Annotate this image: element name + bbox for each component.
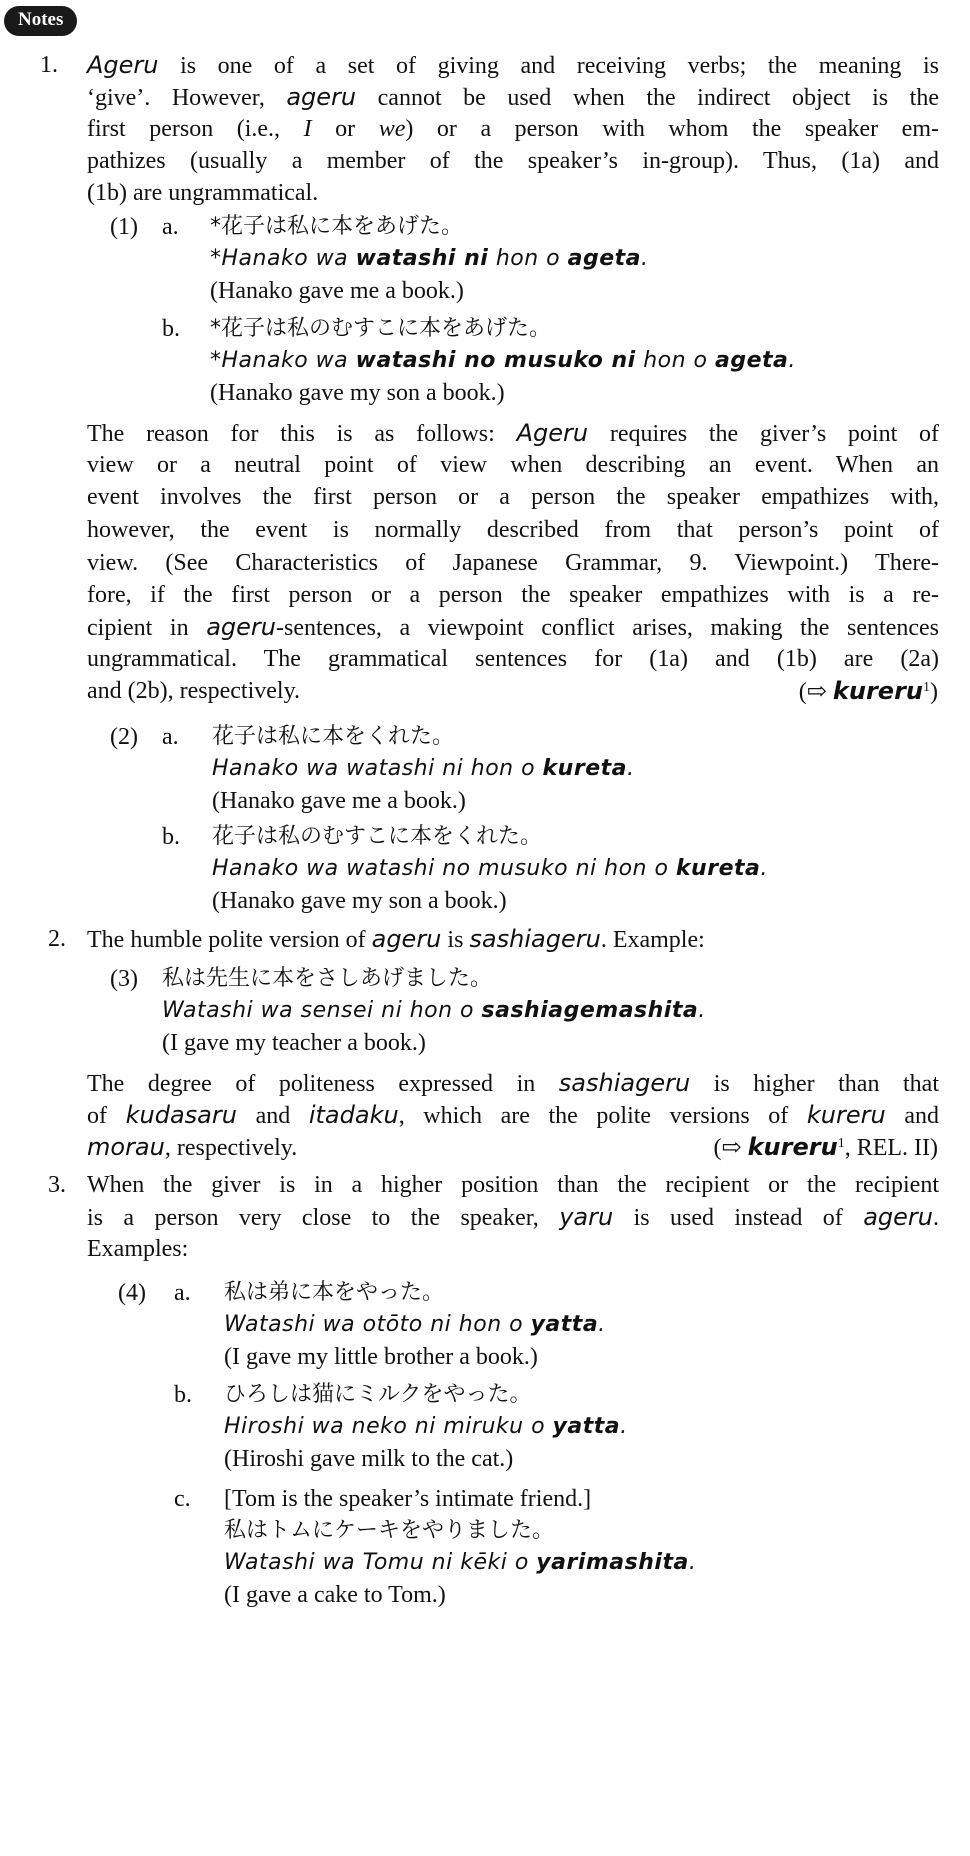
example-4c-japanese: 私はトムにケーキをやりました。 (224, 1518, 555, 1543)
example-4a-label: a. (174, 1280, 191, 1306)
example-4c-english: (I gave a cake to Tom.) (224, 1582, 446, 1608)
cross-reference-kureru[interactable]: (⇨ kureru$^1$) (798, 677, 938, 705)
example-4b-label: b. (174, 1382, 192, 1408)
para1-line8: ungrammatical. The grammatical sentences for (1a) and (1b) are (2a) (87, 646, 939, 672)
para1-line9: and (2b), respectively. (87, 678, 301, 704)
para1-line4: however, the event is normally described from that person’s point of (87, 517, 939, 543)
example-2b-label: b. (162, 824, 180, 850)
example-4b-english: (Hiroshi gave milk to the cat.) (224, 1446, 514, 1472)
example-2a-english: (Hanako gave me a book.) (212, 788, 466, 814)
example-2-label: (2) (110, 724, 138, 750)
example-2b-romaji: Hanako wa watashi no musuko ni hon o kureta. (212, 856, 768, 881)
example-1b-label: b. (162, 316, 180, 342)
note1-line1: Ageru is one of a set of giving and receiving verbs; the meaning is (87, 51, 939, 79)
example-1-label: (1) (110, 214, 138, 240)
example-4a-japanese: 私は弟に本をやった。 (224, 1280, 445, 1305)
para2-line1: The degree of politeness expressed in sashiageru is higher than that (87, 1069, 939, 1097)
example-1b-english: (Hanako gave my son a book.) (210, 380, 505, 406)
para1-line7: cipient in ageru-sentences, a viewpoint conflict arises, making the sentences (87, 613, 939, 641)
example-1b-romaji: *Hanako wa watashi no musuko ni hon o ageta. (210, 348, 796, 373)
para1-line2: view or a neutral point of view when describing an event. When an (87, 452, 939, 478)
example-4-label: (4) (118, 1280, 146, 1306)
note-number-3: 3. (48, 1172, 66, 1198)
note1-line3: first person (i.e., I or we) or a person with whom the speaker em- (87, 116, 939, 142)
note3-line2: is a person very close to the speaker, yaru is used instead of ageru. (87, 1203, 939, 1231)
notes-badge: Notes (4, 6, 77, 36)
note1-line2: ‘give’. However, ageru cannot be used when the indirect object is the (87, 83, 939, 111)
example-4b-japanese: ひろしは猫にミルクをやった。 (224, 1382, 532, 1407)
para1-line6: fore, if the first person or a person the speaker empathizes with is a re- (87, 582, 939, 608)
para1-line3: event involves the first person or a person the speaker empathizes with, (87, 484, 939, 510)
example-3-romaji: Watashi wa sensei ni hon o sashiagemashita. (162, 998, 706, 1023)
para1-line5: view. (See Characteristics of Japanese Grammar, 9. Viewpoint.) There- (87, 550, 939, 576)
example-3-english: (I gave my teacher a book.) (162, 1030, 426, 1056)
example-4c-note: [Tom is the speaker’s intimate friend.] (224, 1486, 592, 1512)
example-2a-romaji: Hanako wa watashi ni hon o kureta. (212, 756, 635, 781)
para1-line1: The reason for this is as follows: Ageru requires the giver’s point of (87, 419, 940, 447)
example-4c-label: c. (174, 1486, 191, 1512)
example-4b-romaji: Hiroshi wa neko ni miruku o yatta. (224, 1414, 628, 1439)
note3-line1: When the giver is in a higher position than the recipient or the recipient (87, 1172, 939, 1198)
example-1a-japanese: *花子は私に本をあげた。 (210, 214, 464, 239)
cross-reference-kureru-rel[interactable]: (⇨ kureru$^1$, REL. II) (713, 1133, 938, 1161)
note1-line4: pathizes (usually a member of the speaker’s in-group). Thus, (1a) and (87, 148, 939, 174)
example-4a-romaji: Watashi wa otōto ni hon o yatta. (224, 1312, 606, 1337)
example-2a-label: a. (162, 724, 179, 750)
note3-line3: Examples: (87, 1236, 189, 1262)
example-1a-romaji: *Hanako wa watashi ni hon o ageta. (210, 246, 649, 271)
note-number-1: 1. (40, 52, 58, 78)
example-1a-english: (Hanako gave me a book.) (210, 278, 464, 304)
example-2b-japanese: 花子は私のむすこに本をくれた。 (212, 824, 543, 849)
example-2a-japanese: 花子は私に本をくれた。 (212, 724, 455, 749)
note2-line1: The humble polite version of ageru is sashiageru. Example: (87, 925, 705, 953)
example-4a-english: (I gave my little brother a book.) (224, 1344, 538, 1370)
note1-line5: (1b) are ungrammatical. (87, 180, 319, 206)
example-3-japanese: 私は先生に本をさしあげました。 (162, 966, 493, 991)
example-3-label: (3) (110, 966, 138, 992)
example-2b-english: (Hanako gave my son a book.) (212, 888, 507, 914)
para2-line2: of kudasaru and itadaku, which are the polite versions of kureru and (87, 1101, 940, 1129)
para2-line3: morau, respectively. (87, 1133, 298, 1161)
note-number-2: 2. (48, 926, 66, 952)
example-4c-romaji: Watashi wa Tomu ni kēki o yarimashita. (224, 1550, 697, 1575)
example-1a-label: a. (162, 214, 179, 240)
example-1b-japanese: *花子は私のむすこに本をあげた。 (210, 316, 552, 341)
